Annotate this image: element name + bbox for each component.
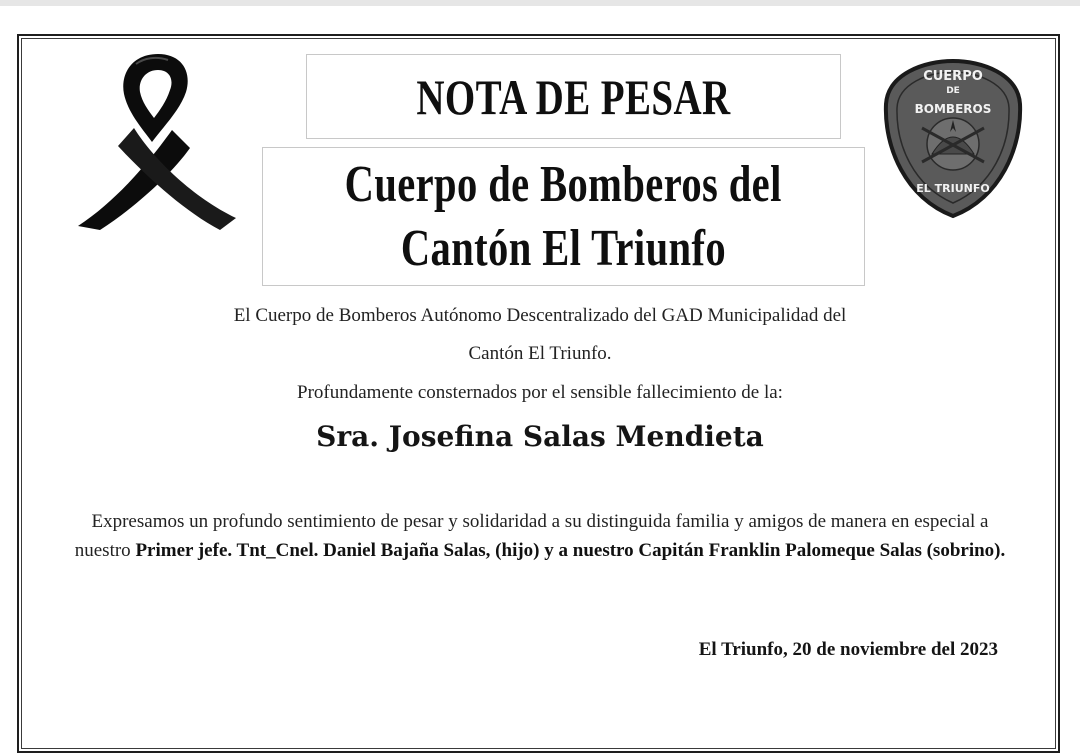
organization-box: [262, 147, 865, 286]
condolence-message: [70, 507, 1010, 565]
dateline: El Triunfo, 20 de noviembre del 2023: [698, 639, 998, 660]
badge-middle-text: DE: [946, 86, 960, 96]
badge-arc-text: BOMBEROS: [914, 102, 992, 116]
deceased-name: Sra. Josefina Salas Mendieta: [316, 420, 764, 453]
title-box: [306, 54, 841, 139]
page-title: NOTA DE PESAR: [416, 68, 731, 125]
condolence-message-text: Expresamos un profundo sentimiento de pesar y solidaridad a su distinguida familia y amigos de manera en especial a nuestro: [74, 511, 989, 561]
fire-department-badge-icon: [882, 58, 1024, 220]
badge-bottom-text: EL TRIUNFO: [916, 182, 990, 195]
intro-line-3: Profundamente consternados por el sensible fallecimiento de la:: [297, 382, 783, 403]
organization-line-2: Cantón El Triunfo: [400, 219, 727, 277]
condolence-message-recipients: Primer jefe. Tnt_Cnel. Daniel Bajaña Salas, (hijo) y a nuestro Capitán Franklin Palomeque Salas (sobrino).: [135, 540, 1006, 561]
organization-line-1: Cuerpo de Bomberos del: [344, 155, 783, 213]
mourning-ribbon-icon: [74, 50, 242, 232]
top-edge-strip: [0, 0, 1080, 6]
intro-line-1: El Cuerpo de Bomberos Autónomo Descentralizado del GAD Municipalidad del: [233, 305, 847, 326]
intro-line-2: Cantón El Triunfo.: [468, 343, 612, 364]
badge-top-text: CUERPO: [923, 69, 983, 84]
